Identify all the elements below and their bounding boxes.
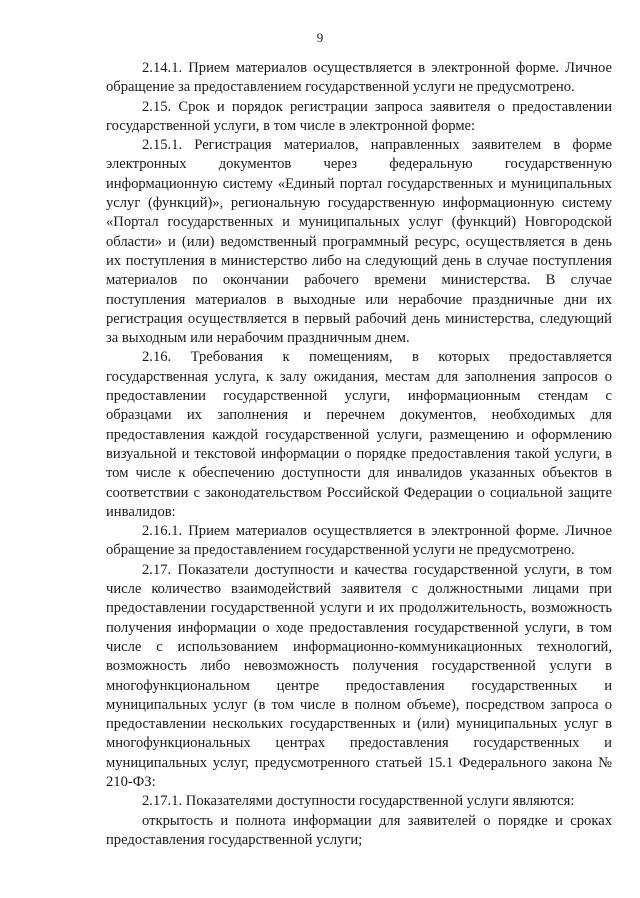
document-body	[106, 59, 612, 850]
paragraph-2-16: 2.16. Требования к помещениям, в которых предоставляется государственная услуга, к залу ожидания, местам для заполнения запросов о предоставлении государственной услуги, информационным стендам с образцами их заполнения и перечнем документов, необходимых для предоставления каждой государственной услуги, размещению и оформлению визуальной и текстовой информации о порядке предоставления такой услуги, в том числе к обеспечению доступности для инвалидов указанных объектов в соответствии с законодательством Российской Федерации о социальной защите инвалидов:	[106, 349, 612, 520]
paragraph-2-14-1: 2.14.1. Прием материалов осуществляется в электронной форме. Личное обращение за предоставлением государственной услуги не предусмотрено.	[106, 60, 612, 96]
paragraph-2-15-1: 2.15.1. Регистрация материалов, направленных заявителем в форме электронных документов через федеральную государственную информационную систему «Единый портал государственных и муниципальных услуг (функций)», региональную государственную информационную систему «Портал государственных и муниципальных услуг (функций) Новгородской области» и (или) ведомственный программный ресурс, осуществляется в день их поступления в министерство либо на следующий день в случае поступления материалов по окончании рабочего времени министерства. В случае поступления материалов в выходные или нерабочие праздничные дни их регистрация осуществляется в первый рабочий день министерства, следующий за выходным или нерабочим праздничным днем.	[106, 137, 612, 347]
paragraph-2-16-1: 2.16.1. Прием материалов осуществляется в электронной форме. Личное обращение за предоставлением государственной услуги не предусмотрено.	[106, 523, 612, 559]
paragraph-2-17-1: 2.17.1. Показателями доступности государственной услуги являются:	[142, 793, 575, 810]
paragraph-2-15: 2.15. Срок и порядок регистрации запроса заявителя о предоставлении государственной услуги, в том числе в электронной форме:	[106, 98, 612, 134]
paragraph-2-17: 2.17. Показатели доступности и качества государственной услуги, в том числе количество взаимодействий заявителя с должностными лицами при предоставлении государственной услуги и их продолжительность, возможность получения информации о ходе предоставления государственной услуги, в том числе с использованием информационно-коммуникационных технологий, возможность либо невозможность получения государственной услуги в многофункциональном центре предоставления государственных и муниципальных услуг (в том числе в полном объеме), посредством запроса о предоставлении нескольких государственных и (или) муниципальных услуг в многофункциональных центрах предоставления государственных и муниципальных услуг, предусмотренного статьей 15.1 Федерального закона № 210-ФЗ:	[106, 561, 612, 790]
page-number: 9	[316, 30, 324, 45]
paragraph-list-item: открытость и полнота информации для заявителей о порядке и сроках предоставления государственной услуги;	[106, 812, 612, 848]
